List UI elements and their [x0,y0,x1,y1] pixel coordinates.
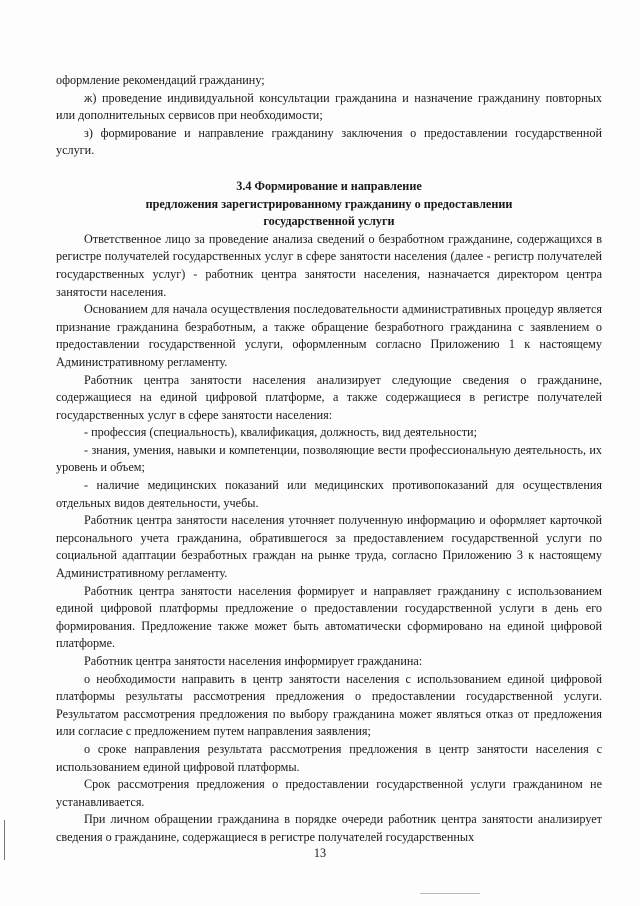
page-number: 13 [313,846,327,860]
section-heading [56,178,602,231]
paragraph-1: Ответственное лицо за проведение анализа сведений о безработном гражданине, содержащихся в регистре получателей государственных услуг в сфере занятости населения (далее - регистр получателей государственных услуг) - работник центра занятости населения, назначается директором центра занятости населения. [56,231,602,299]
paragraph-7: о необходимости направить в центр занятости населения с использованием единой цифровой платформы результаты рассмотрения предложения о предоставлении государственной услуги. Результатом рассмотрения предложения по выбору гражданина может являться отказ от предложения или согласие с предложением путем направления заявления; [56,671,602,739]
paragraph-2: Основанием для начала осуществления последовательности административных процедур является признание гражданина безработным, а также обращение безработного гражданина с заявлением о предоставлении государственной услуги, оформленным согласно Приложению 1 к настоящему Административному регламенту. [56,302,602,369]
heading-line-2: предложения зарегистрированному гражданину о предоставлении [145,196,513,211]
paragraph-top-3: з) формирование и направление гражданину заключения о предоставлении государственной услуги. [56,125,602,158]
paragraph-3: Работник центра занятости населения анализирует следующие сведения о гражданине, содержащиеся на единой цифровой платформе, а также содержащиеся в регистре получателей государственных услуг в сфере занятости населения: [56,372,602,422]
paragraph-top-1: оформление рекомендаций гражданину; [56,73,265,87]
paragraph-9: Срок рассмотрения предложения о предоставлении государственной услуги гражданином не устанавливается. [56,777,602,809]
list-item-skills: - знания, умения, навыки и компетенции, позволяющие вести профессиональную деятельность, их уровень и объем; [56,442,602,475]
list-item-medical: - наличие медицинских показаний или медицинских противопоказаний для осуществления отдельных видов деятельности, учебы. [56,478,602,510]
page-body [56,72,602,847]
list-item-profession: - профессия (специальность), квалификация, должность, вид деятельности; [84,425,477,440]
paragraph-8: о сроке направления результата рассмотрения предложения в центр занятости населения с использованием единой цифровой платформы. [56,741,602,774]
paragraph-5: Работник центра занятости населения формирует и направляет гражданину с использованием единой цифровой платформы предложение о предоставлении государственной услуги в день его формирования. Предложение также может быть автоматически сформировано на единой цифровой платформе. [56,583,602,651]
paragraph-6: Работник центра занятости населения информирует гражданина: [84,654,423,668]
paragraph-top-2: ж) проведение индивидуальной консультации гражданина и назначение гражданину повторных или дополнительных сервисов при необходимости; [56,90,602,123]
heading-line-1: 3.4 Формирование и направление [236,178,422,193]
scan-edge-mark [4,820,5,860]
paragraph-4: Работник центра занятости населения уточняет полученную информацию и оформляет карточкой персонального учета гражданина, обратившегося за предоставлением государственной услуги по социальной адаптации безработных граждан на рынке труда, согласно Приложению 3 к настоящему Административному регламенту. [56,513,602,581]
footer-rule [420,893,480,894]
paragraph-10: При личном обращении гражданина в порядке очереди работник центра занятости анализирует сведения о гражданине, содержащиеся в регистре получателей государственных [56,812,602,844]
heading-line-3: государственной услуги [263,214,395,229]
